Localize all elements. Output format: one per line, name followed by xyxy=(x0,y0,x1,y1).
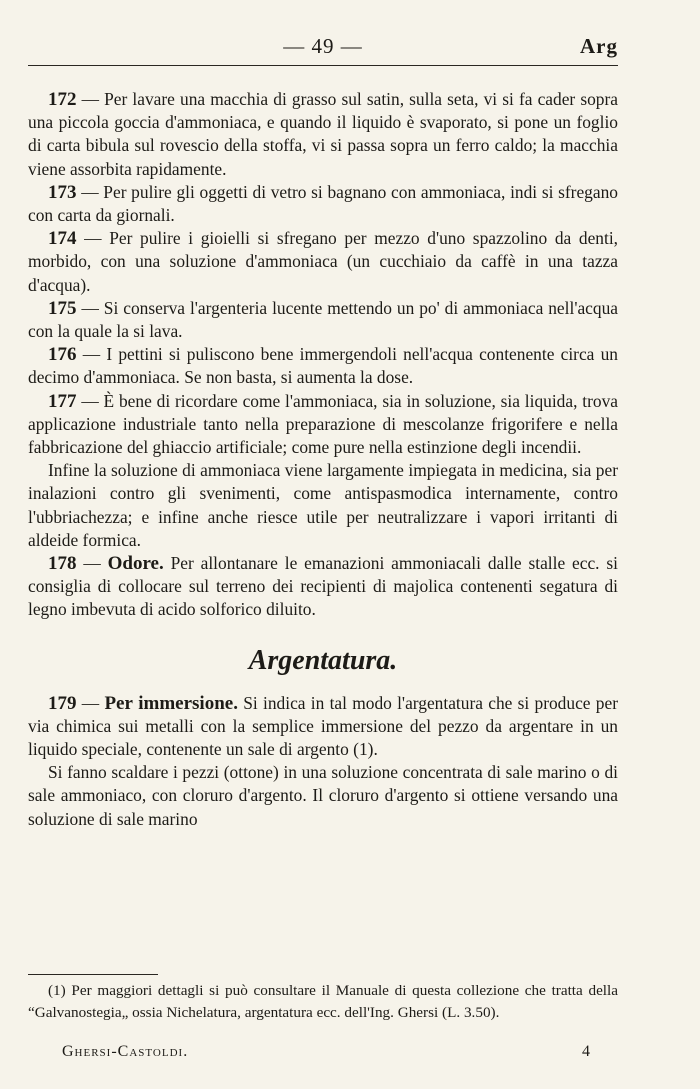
item-number: 172 xyxy=(48,89,77,110)
paragraph-text: I pettini si puliscono bene immergendoli nell'acqua contenente circa un decimo d'ammoniaca. Se non basta, si aumenta la dose. xyxy=(28,344,619,388)
paragraph xyxy=(28,297,618,343)
paragraph-text: Infine la soluzione di ammoniaca viene largamente impiegata in medicina, sia per inalazioni contro gli svenimenti, come antispasmodica internamente, contro l'ubbriachezza; e infine anche riesce utile per neutralizzare i vapori irritanti di aldeide formica. xyxy=(28,460,618,550)
page-number: — 49 — xyxy=(283,34,363,58)
paragraph-group-ammoniaca xyxy=(28,88,618,622)
sheet-number: 4 xyxy=(582,1043,590,1060)
paragraph xyxy=(28,692,618,762)
paragraph xyxy=(28,88,618,181)
footnote: (1) Per maggiori dettagli si può consultare il Manuale di questa collezione che tratta della “Galvanostegia„ ossia Nichelatura, argentatura ecc. dell'Ing. Ghersi (L. 3.50). xyxy=(28,982,618,1021)
item-keyword: Odore. xyxy=(107,553,164,575)
paragraph-text: Per allontanare le emanazioni ammoniacali dalle stalle ecc. si consiglia di collocare sul terreno dei recipienti di majolica contenenti segatura di legno imbevuta di acido solforico diluito. xyxy=(28,553,618,620)
item-number: 177 xyxy=(48,390,77,412)
page-body xyxy=(28,88,618,831)
paragraph-text: Per pulire gli oggetti di vetro si bagnano con ammoniaca, indi si sfregano con carta da giornali. xyxy=(28,181,618,226)
paragraph-text: Si conserva l'argenteria lucente mettendo un po' di ammoniaca nell'acqua con la quale la si lava. xyxy=(28,297,618,342)
paragraph xyxy=(28,459,618,552)
paragraph xyxy=(28,181,618,227)
footnote-rule xyxy=(28,974,158,975)
paragraph xyxy=(28,343,618,389)
paragraph xyxy=(28,761,618,831)
item-separator: — xyxy=(76,228,110,249)
paragraph-text: Per pulire i gioielli si sfregano per mezzo d'uno spazzolino da denti, morbido, con una soluzione d'ammoniaca (un cucchiaio da caffè in una tazza d'acqua). xyxy=(28,228,618,295)
paragraph-text: Si indica in tal modo l'argentatura che si produce per via chimica sui metalli con la semplice immersione del pezzo da argentare in un liquido speciale, contenente un sale di argento (1). xyxy=(28,692,618,760)
item-separator: — xyxy=(76,553,108,574)
item-separator: — xyxy=(76,390,104,411)
running-title: Arg xyxy=(580,34,618,58)
paragraph xyxy=(28,552,618,622)
header-rule xyxy=(28,65,618,66)
paragraph xyxy=(28,390,618,460)
item-separator: — xyxy=(76,692,105,713)
item-keyword: Per immersione. xyxy=(104,692,238,714)
printer-signature: Ghersi-Castoldi. xyxy=(62,1043,189,1060)
item-number: 176 xyxy=(48,344,77,366)
paragraph xyxy=(28,227,618,297)
item-number: 179 xyxy=(48,692,77,714)
item-separator: — xyxy=(76,181,104,202)
item-number: 174 xyxy=(48,228,77,250)
item-separator: — xyxy=(76,89,105,109)
item-number: 175 xyxy=(48,297,77,319)
item-separator: — xyxy=(76,344,107,365)
paragraph-text: Per lavare una macchia di grasso sul satin, sulla seta, vi si fa cader sopra una piccola goccia d'ammoniaca, e quando il liquido è svaporato, si pone un foglio di carta bibula sul rovescio della stoffa, vi si passa sopra un ferro caldo; la macchia viene assorbita rapidamente. xyxy=(28,89,618,179)
paragraph-text: Si fanno scaldare i pezzi (ottone) in una soluzione concentrata di sale marino o di sale ammoniaco, con cloruro d'argento. Il cloruro d'argento si ottiene versando una soluzione di sale marino xyxy=(28,762,618,829)
book-page xyxy=(28,28,618,1068)
section-title: Argentatura. xyxy=(248,644,398,676)
page-header xyxy=(28,28,618,66)
paragraph-group-argentatura xyxy=(28,692,618,831)
item-number: 173 xyxy=(48,181,77,203)
paragraph-text: È bene di ricordare come l'ammoniaca, sia in soluzione, sia liquida, trova applicazione industriale tanto nella preparazione di mescolanze frigorifere e nella fabbricazione del ghiaccio artificiale; come pure nella estinzione degli incendii. xyxy=(28,390,618,458)
item-separator: — xyxy=(76,297,104,318)
item-number: 178 xyxy=(48,553,77,575)
